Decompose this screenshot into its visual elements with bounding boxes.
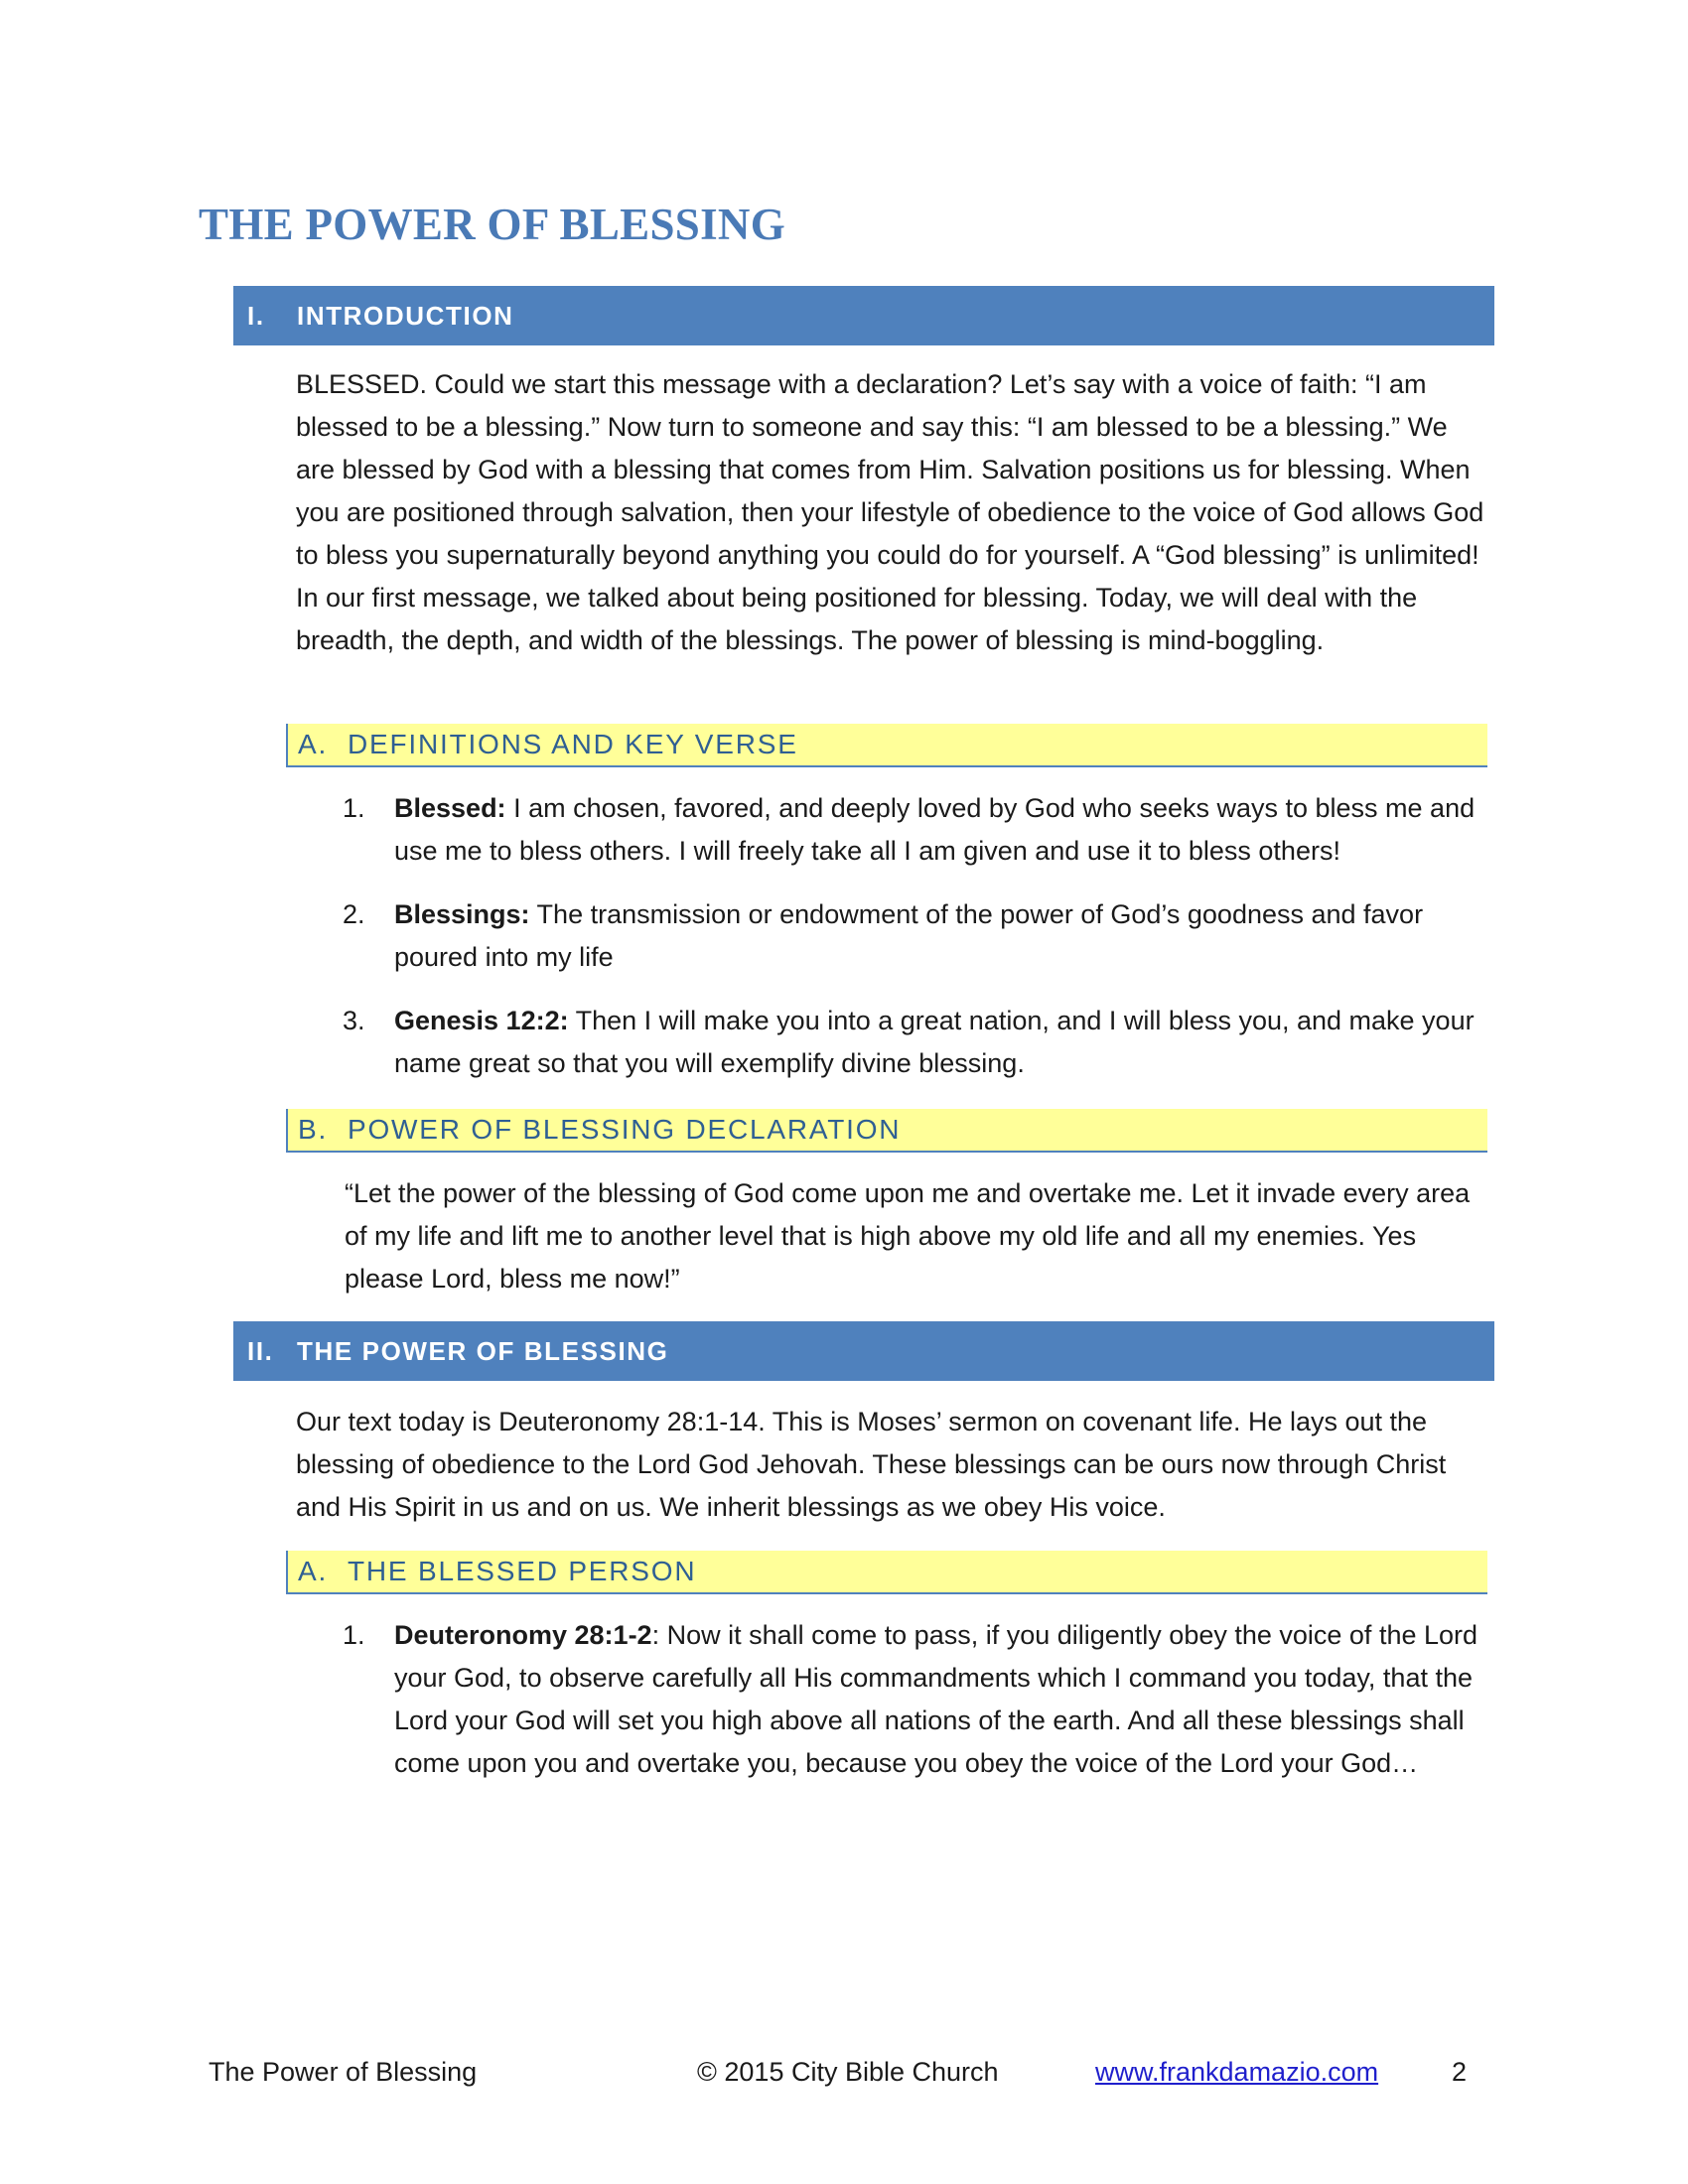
declaration-paragraph: “Let the power of the blessing of God come upon me and overtake me. Let it invade every area of my life and lift me to another level that is high above my old life and all my enemies. Yes please Lord, bless me now!” (345, 1178, 1471, 1294)
subsection-title: DEFINITIONS AND KEY VERSE (348, 729, 798, 759)
section-number: I. (247, 300, 265, 331)
list-term: Blessed: (394, 793, 506, 823)
section-two-paragraph: Our text today is Deuteronomy 28:1-14. This is Moses’ sermon on covenant life. He lays out the blessing of obedience to the Lord God Jehovah. These blessings can be ours now through Christ and His Spirit in us and on us. We inherit blessings as we obey His voice. (296, 1407, 1447, 1522)
introduction-paragraph: BLESSED. Could we start this message with a declaration? Let’s say with a voice of faith: “I am blessed to be a blessing.” Now turn to someone and say this: “I am blessed to be a blessing.” We are blessed by God with a blessing that comes from Him. Salvation positions us for blessing. When you are positioned through salvation, then your lifestyle of obedience to the voice of God allows God to bless you supernaturally beyond anything you could do for yourself. A “God blessing” is unlimited! In our first message, we talked about being positioned for blessing. Today, we will deal with the breadth, the depth, and width of the blessings. The power of blessing is mind-boggling. (296, 369, 1484, 655)
list-text: Then I will make you into a great nation, and I will bless you, and make your name great so that you will exemplify divine blessing. (394, 1006, 1475, 1078)
list-item (343, 893, 1494, 979)
subsection-number: B. (298, 1114, 329, 1145)
list-item (343, 1000, 1494, 1085)
list-number: 3. (343, 1006, 365, 1035)
footer-title: The Power of Blessing (209, 2057, 478, 2087)
subsection-heading-blessed-person (286, 1551, 1487, 1594)
list-number: 1. (343, 1620, 365, 1650)
list-item (343, 787, 1494, 873)
subsection-heading-declaration (286, 1109, 1487, 1153)
section-title: THE POWER OF BLESSING (297, 1335, 669, 1366)
subsection-number: A. (298, 1556, 329, 1586)
list-text: I am chosen, favored, and deeply loved by God who seeks ways to bless me and use me to bless others. I will freely take all I am given and use it to bless others! (394, 793, 1476, 866)
list-number: 2. (343, 899, 365, 929)
subsection-number: A. (298, 729, 329, 759)
section-heading-power-of-blessing (233, 1321, 1494, 1381)
list-text: The transmission or endowment of the power of God’s goodness and favor poured into my life (394, 899, 1424, 972)
page-number: 2 (1452, 2057, 1468, 2087)
subsection-title: POWER OF BLESSING DECLARATION (348, 1114, 902, 1145)
list-term: Blessings: (394, 899, 530, 929)
page-title: THE POWER OF BLESSING (199, 200, 786, 249)
subsection-title: THE BLESSED PERSON (348, 1556, 697, 1586)
subsection-heading-definitions (286, 724, 1487, 767)
list-text: : Now it shall come to pass, if you diligently obey the voice of the Lord your God, to observe carefully all His commandments which I command you today, that the Lord your God will set you high above all nations of the earth. And all these blessings shall come upon you and overtake you, because you obey the voice of the Lord your God… (394, 1620, 1478, 1778)
list-item (343, 1614, 1519, 1785)
footer-copyright: © 2015 City Bible Church (697, 2057, 999, 2087)
section-heading-introduction (233, 286, 1494, 345)
section-number: II. (247, 1335, 274, 1366)
list-number: 1. (343, 793, 365, 823)
list-term: Genesis 12:2: (394, 1006, 569, 1035)
list-term: Deuteronomy 28:1-2 (394, 1620, 652, 1650)
footer-website-link[interactable]: www.frankdamazio.com (1095, 2057, 1379, 2087)
section-title: INTRODUCTION (297, 300, 514, 331)
